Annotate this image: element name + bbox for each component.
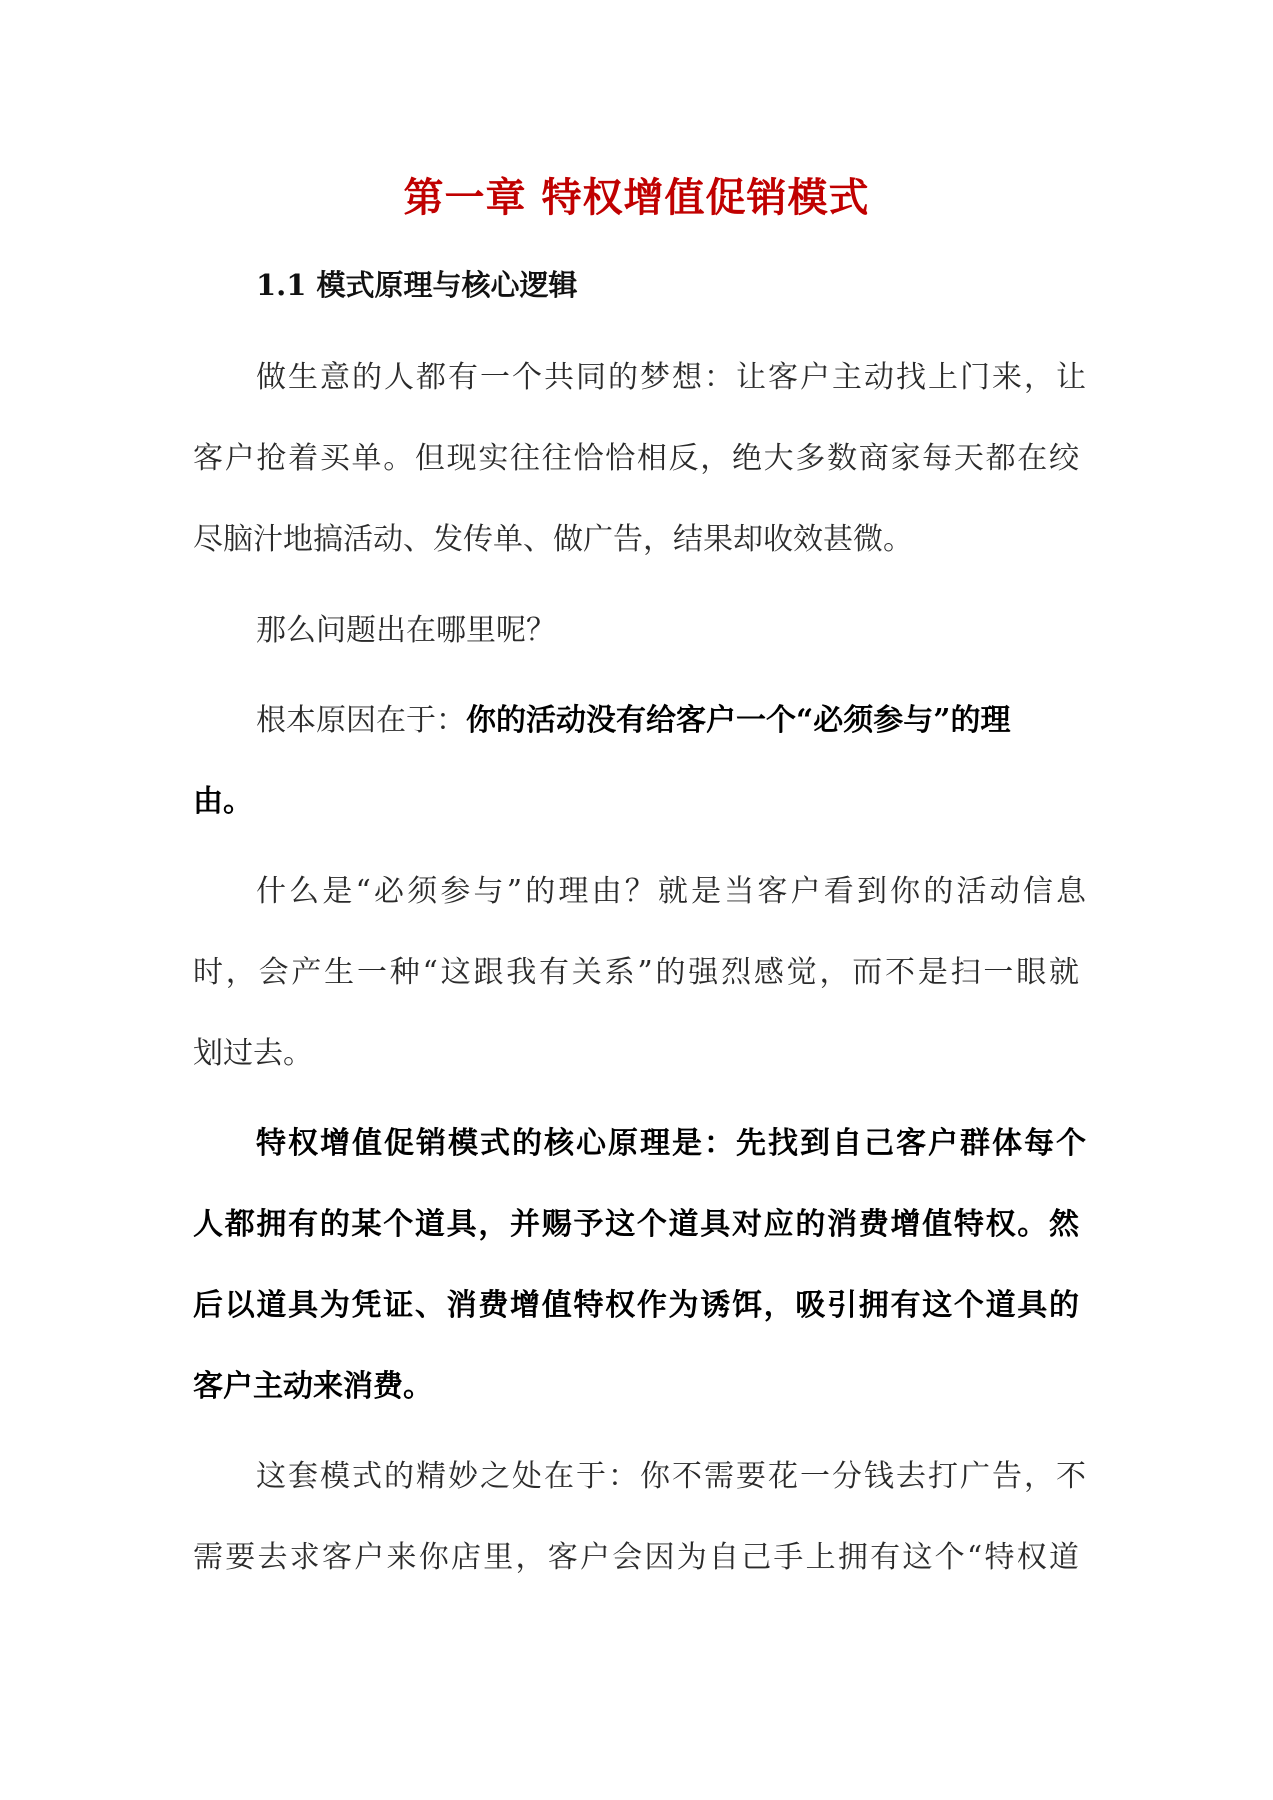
paragraph-5-line-1: 特权增值促销模式的核心原理是：先找到自己客户群体每个 bbox=[256, 1126, 1086, 1161]
paragraph-3-line-2: 由。 bbox=[193, 784, 253, 819]
paragraph-1-line-3: 尽脑汁地搞活动、发传单、做广告，结果却收效甚微。 bbox=[193, 522, 913, 557]
paragraph-4-line-1: 什么是“必须参与”的理由？就是当客户看到你的活动信息 bbox=[256, 874, 1086, 909]
paragraph-3-bold-text: 你的活动没有给客户一个“必须参与”的理 bbox=[466, 703, 1011, 738]
paragraph-4-line-2: 时，会产生一种“这跟我有关系”的强烈感觉，而不是扫一眼就 bbox=[193, 955, 1079, 990]
paragraph-5-line-2: 人都拥有的某个道具，并赐予这个道具对应的消费增值特权。然 bbox=[193, 1207, 1079, 1242]
paragraph-5-line-4: 客户主动来消费。 bbox=[193, 1369, 433, 1404]
paragraph-1-line-1: 做生意的人都有一个共同的梦想：让客户主动找上门来，让 bbox=[256, 360, 1086, 395]
paragraph-2: 那么问题出在哪里呢？ bbox=[256, 613, 556, 648]
paragraph-3-line-1 bbox=[256, 699, 1011, 743]
paragraph-3-lead-text: 根本原因在于： bbox=[256, 703, 466, 738]
paragraph-1-line-2: 客户抢着买单。但现实往往恰恰相反，绝大多数商家每天都在绞 bbox=[193, 441, 1079, 476]
section-title: 1.1 模式原理与核心逻辑 bbox=[256, 268, 578, 302]
paragraph-4-line-3: 划过去。 bbox=[193, 1036, 313, 1071]
chapter-title: 第一章 特权增值促销模式 bbox=[403, 174, 870, 221]
paragraph-5-line-3: 后以道具为凭证、消费增值特权作为诱饵，吸引拥有这个道具的 bbox=[193, 1288, 1079, 1323]
paragraph-6-line-1: 这套模式的精妙之处在于：你不需要花一分钱去打广告，不 bbox=[256, 1459, 1086, 1494]
paragraph-6-line-2: 需要去求客户来你店里，客户会因为自己手上拥有这个“特权道 bbox=[193, 1540, 1079, 1575]
